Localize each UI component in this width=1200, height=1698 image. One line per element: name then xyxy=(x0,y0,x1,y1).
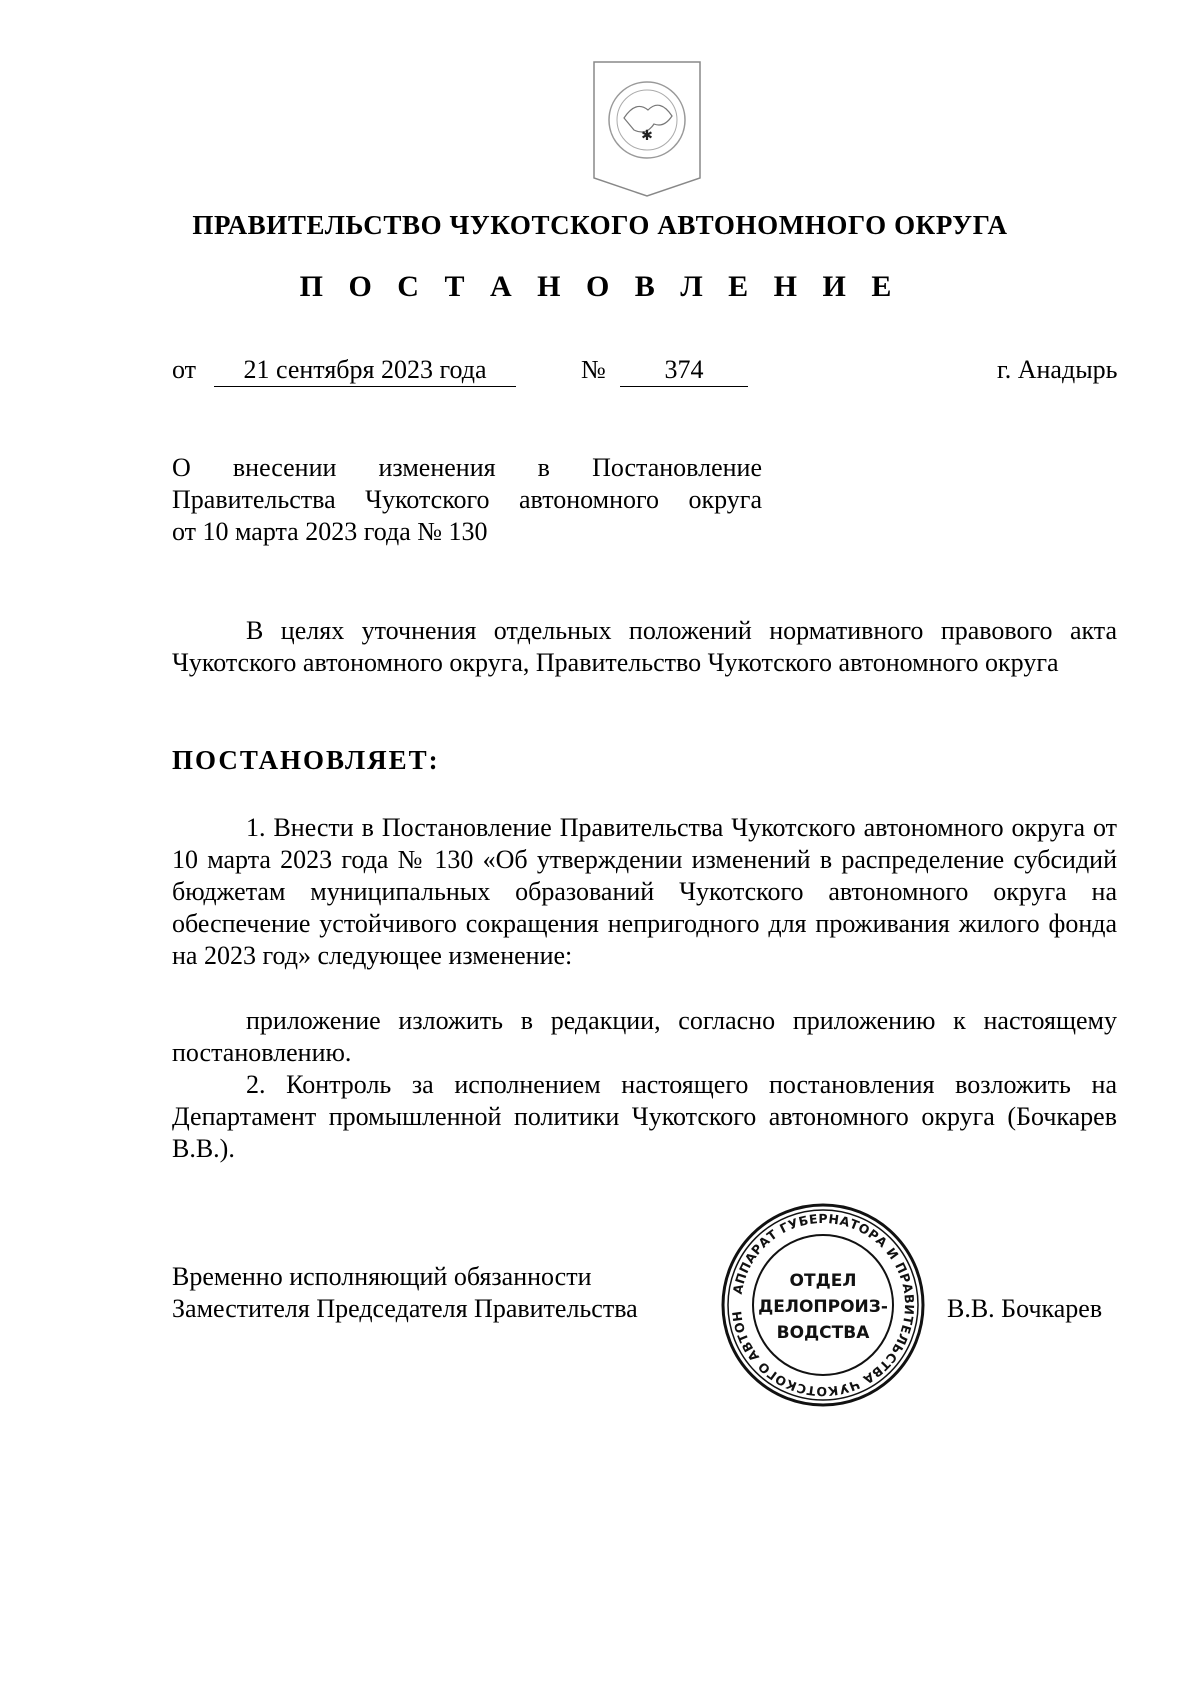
subject-line-1: О внесении изменения в Постановление xyxy=(172,453,762,482)
item-1-paragraph: 1. Внести в Постановление Правительства Чукотского автономного округа от 10 марта 2023 года № 130 «Об утверждении изменений в распределение субсидий бюджетам муниципальных образований Чукотского автономного округа на обеспечение устойчивого сокращения непригодного для проживания жилого фонда на 2023 год» следующее изменение: xyxy=(172,813,1117,970)
subject-line-3: от 10 марта 2023 года № 130 xyxy=(172,517,488,546)
document-type-heading: П О С Т А Н О В Л Е Н И Е xyxy=(299,270,901,303)
number-prefix: № xyxy=(581,355,606,384)
subject-line-2: Правительства Чукотского автономного округа xyxy=(172,485,762,514)
stamp-center-line-2: ДЕЛОПРОИЗ- xyxy=(758,1297,888,1317)
preamble-paragraph: В целях уточнения отдельных положений нормативного правового акта Чукотского автономного округа, Правительство Чукотского автономного округа xyxy=(172,616,1117,677)
official-stamp xyxy=(718,1200,928,1410)
item-2-paragraph: 2. Контроль за исполнением настоящего постановления возложить на Департамент промышленной политики Чукотского автономного округа (Бочкарев В.В.). xyxy=(172,1070,1117,1163)
signer-title-line-2: Заместителя Председателя Правительства xyxy=(172,1294,638,1323)
item-1-subparagraph: приложение изложить в редакции, согласно приложению к настоящему постановлению. xyxy=(172,1006,1117,1067)
coat-of-arms-emblem xyxy=(588,58,706,206)
svg-text:✱: ✱ xyxy=(641,129,653,144)
document-date: 21 сентября 2023 года xyxy=(214,354,516,387)
organization-title: ПРАВИТЕЛЬСТВО ЧУКОТСКОГО АВТОНОМНОГО ОКРУГА xyxy=(192,210,1008,240)
date-prefix: от xyxy=(172,355,197,384)
stamp-center-line-1: ОТДЕЛ xyxy=(789,1271,857,1291)
stamp-center-line-3: ВОДСТВА xyxy=(776,1323,870,1343)
stamp-ring-text: АППАРАТ ГУБЕРНАТОРА И ПРАВИТЕЛЬСТВА ЧУКОТСКОГО АВТОН xyxy=(729,1210,918,1400)
resolve-heading: ПОСТАНОВЛЯЕТ: xyxy=(172,745,440,775)
document-city: г. Анадырь xyxy=(997,355,1118,384)
signer-title-line-1: Временно исполняющий обязанности xyxy=(172,1262,592,1291)
document-subject xyxy=(172,452,762,548)
signer-name: В.В. Бочкарев xyxy=(947,1294,1103,1323)
document-number: 374 xyxy=(620,354,748,387)
